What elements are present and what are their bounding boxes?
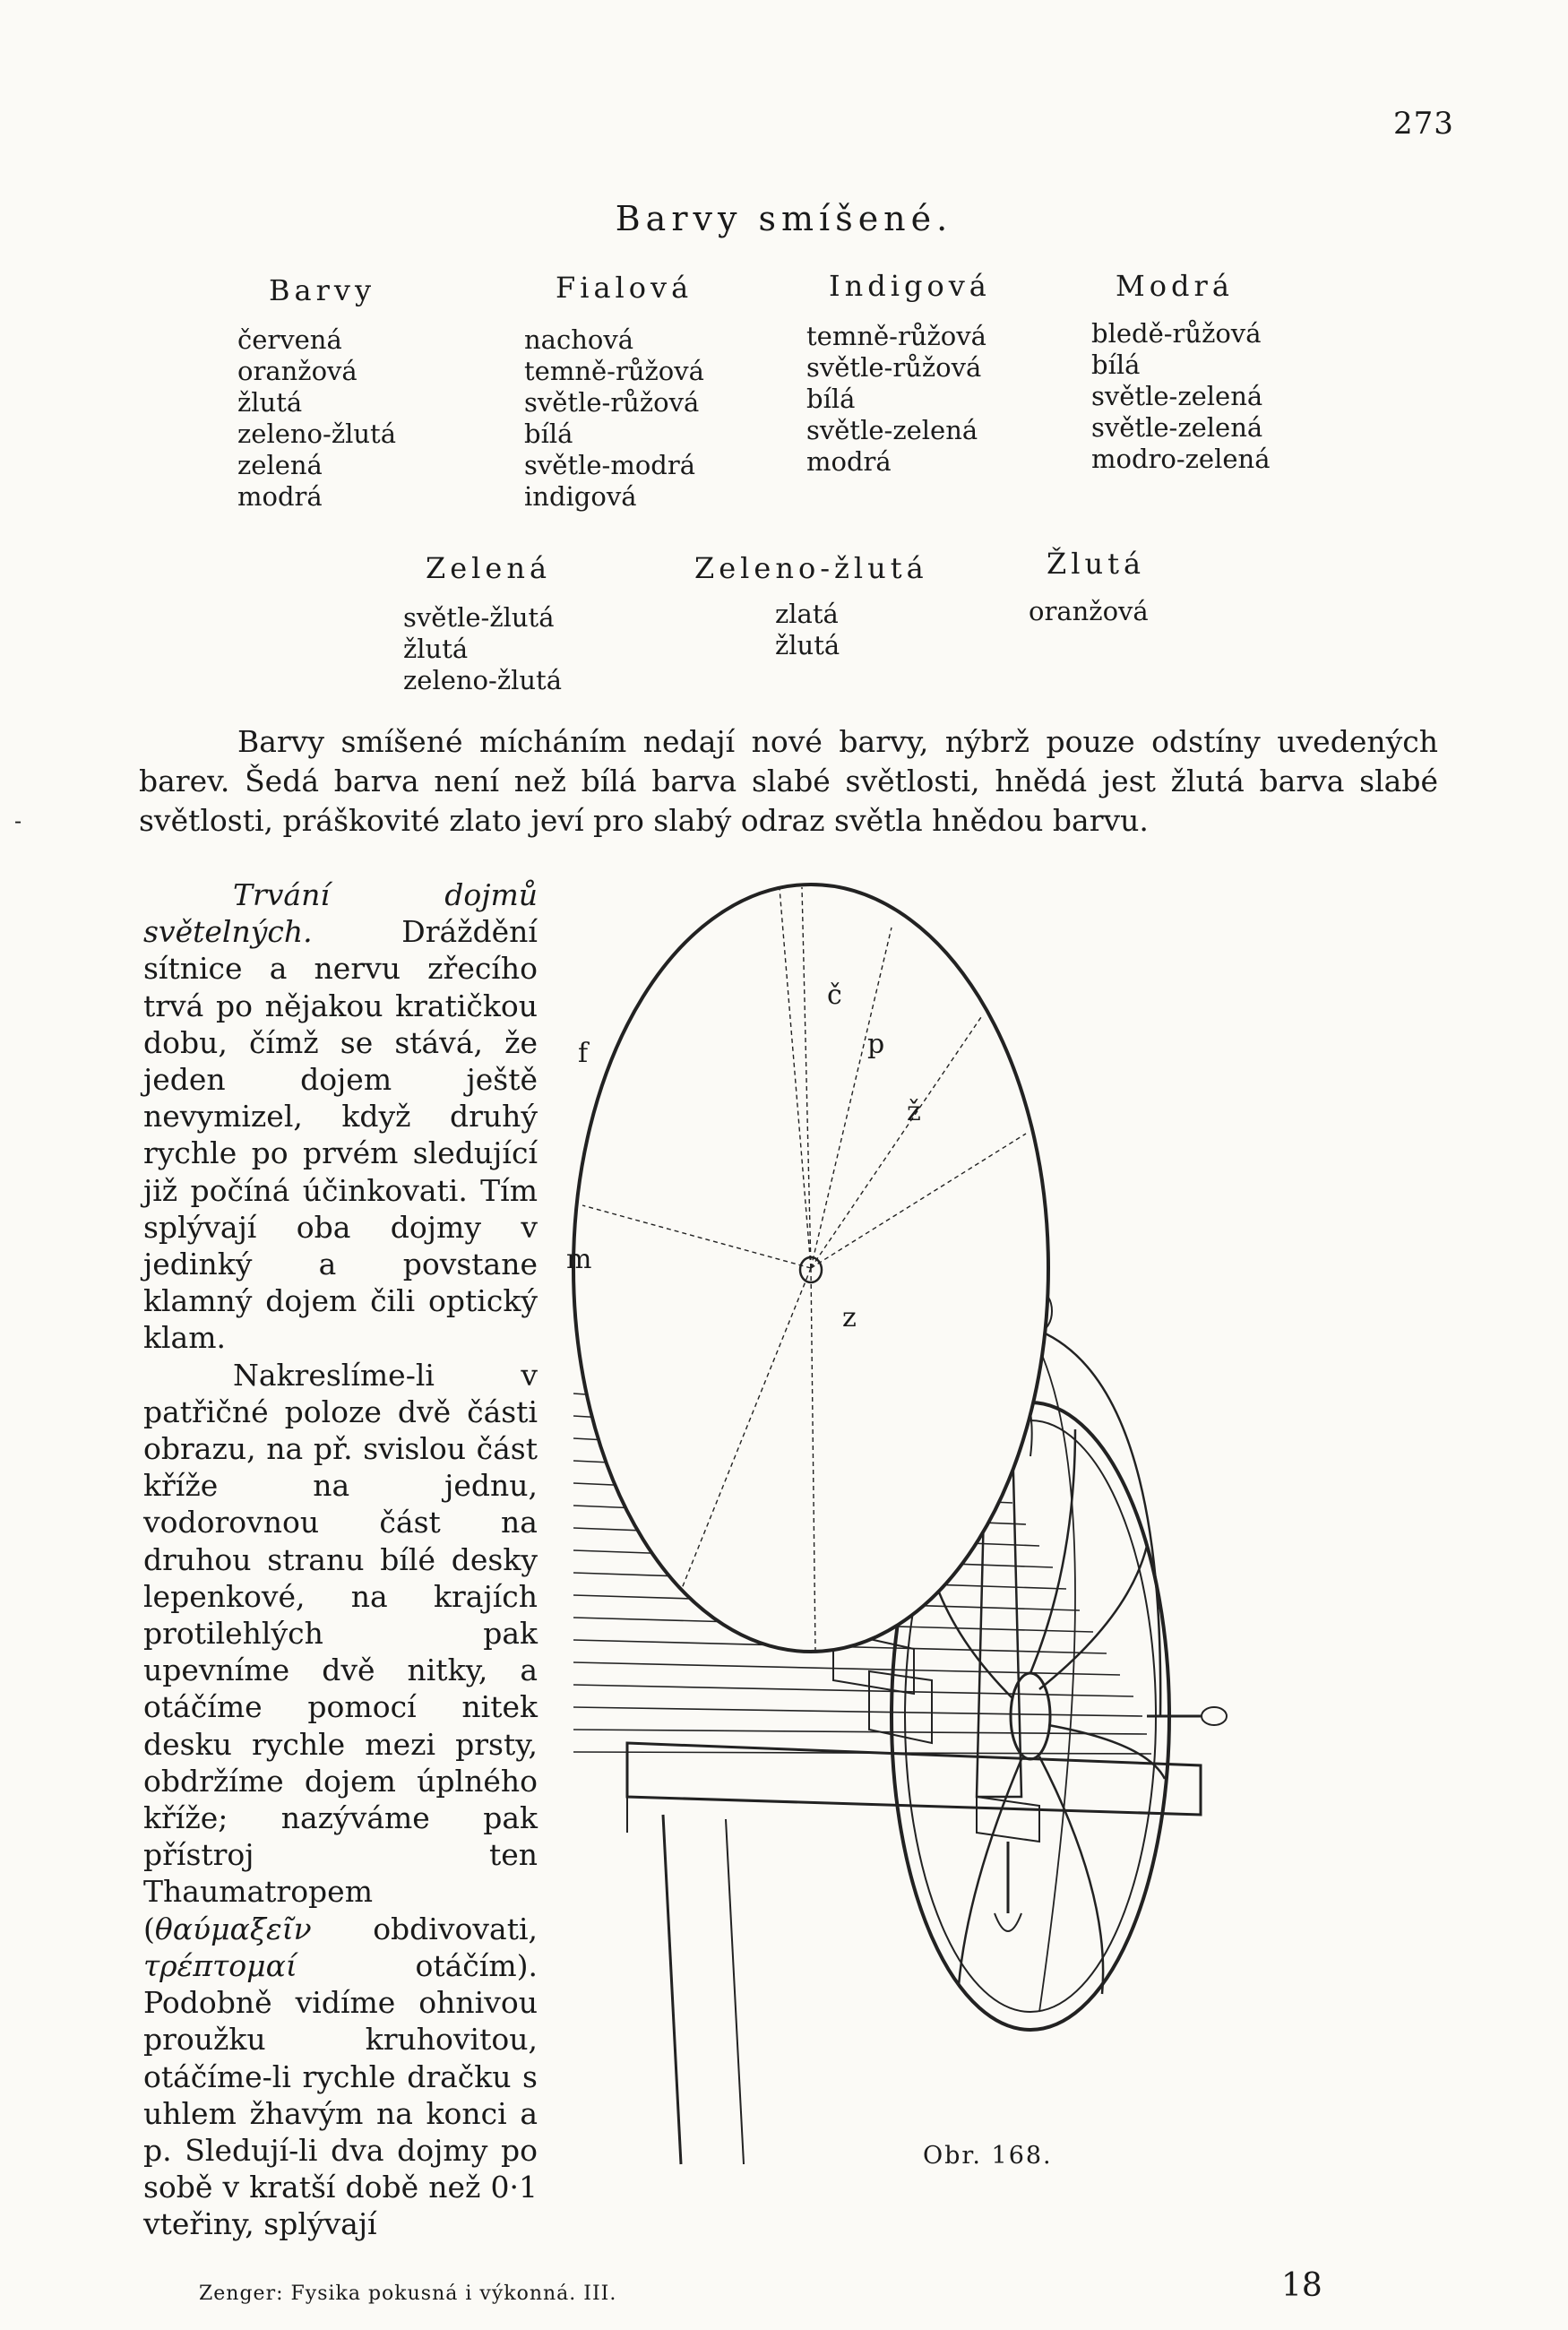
paragraph-mixed-colors: [139, 722, 1438, 841]
list-item: indigová: [524, 481, 637, 512]
list-item: světle-zelená: [806, 415, 978, 445]
table-head-indigova: Indigová: [829, 269, 991, 303]
list-item: modrá: [806, 446, 892, 477]
table-head-barvy: Barvy: [269, 273, 376, 307]
list-item: žlutá: [403, 634, 469, 664]
list-item: žlutá: [237, 387, 303, 418]
list-item: červená: [237, 324, 342, 355]
list-item: světle-růžová: [524, 387, 700, 418]
list-item: temně-růžová: [806, 321, 986, 351]
side-text-2: Nakreslíme-li v patřičné poloze dvě části obrazu, na př. svislou část kříže na jednu, vodorovnou část na druhou stranu bílé desky lepenkové, na krajích protilehlých pak upevníme dvě nitky, a otáčíme pomocí nitek desku rychle mezi prsty, obdržíme dojem úplného kříže; nazýváme pak přístroj ten Thaumatropem (: [143, 1357, 538, 1946]
side-text-1: Dráždění sítnice a nervu zřecího trvá po nějakou kratičkou dobu, čímž se stává, že jeden dojem ještě nevymizel, když druhý rychle po prvém sledující již počíná účinkovati. Tím splývají oba dojmy v jedinký a povstane klamný dojem čili optický klam.: [143, 914, 538, 1356]
list-item: zeleno-žlutá: [237, 419, 396, 449]
table-column-indigova: [806, 321, 986, 478]
table-head-zluta: Žlutá: [1047, 547, 1146, 581]
side-paragraph-2: [143, 1357, 538, 2243]
list-item: bílá: [524, 419, 573, 449]
list-item: světle-žlutá: [403, 602, 555, 633]
table-column-modra: [1091, 318, 1271, 475]
section-title: Barvy smíšené.: [615, 199, 953, 238]
list-item: zeleno-žlutá: [403, 665, 562, 695]
side-text-3: obdivovati,: [311, 1911, 538, 1946]
side-paragraph-1: [143, 876, 538, 1357]
list-item: žlutá: [775, 630, 840, 660]
figure-label-f: f: [578, 1038, 589, 1069]
side-section-title: Trvání dojmů světelných.: [143, 877, 538, 950]
apparatus-illustration: [566, 883, 1452, 2164]
table-column-zelena: [403, 602, 562, 696]
list-item: modrá: [237, 481, 323, 512]
list-item: světle-modrá: [524, 450, 695, 480]
list-item: bílá: [806, 384, 856, 414]
list-item: temně-růžová: [524, 356, 704, 386]
figure-label-m: m: [566, 1244, 592, 1275]
list-item: bledě-růžová: [1091, 318, 1262, 349]
table-head-zeleno-zluta: Zeleno-žlutá: [694, 551, 928, 585]
list-item: zelená: [237, 450, 323, 480]
side-column-text: [143, 876, 538, 2243]
side-text-4: otáčím). Podobně vidíme ohnivou proužku kruhovitou, otáčíme-li rychle dračku s uhlem žhavým na konci a p. Sledují-li dva dojmy po sobě v kratší době než 0·1 vteřiny, splývají: [143, 1947, 538, 2242]
list-item: bílá: [1091, 350, 1141, 380]
figure-label-z: z: [842, 1302, 857, 1333]
page-number: 273: [1393, 106, 1454, 142]
table-column-zluta: [1029, 596, 1149, 627]
table-head-zelena: Zelená: [426, 551, 552, 585]
greek-word-2: τρέπτομαί: [143, 1947, 297, 1983]
table-column-zeleno-zluta: [775, 599, 840, 661]
paragraph-text: Barvy smíšené mícháním nedají nové barvy, nýbrž pouze odstíny uvedených barev. Šedá barva není než bílá barva slabé světlosti, hnědá jest žlutá barva slabé světlosti, práškovité zlato jeví pro slabý odraz světla hnědou barvu.: [139, 724, 1438, 838]
footer-note: Zenger: Fysika pokusná i výkonná. III.: [199, 2283, 617, 2305]
list-item: nachová: [524, 324, 634, 355]
table-head-fialova: Fialová: [556, 271, 694, 305]
sheet-number: 18: [1281, 2267, 1322, 2304]
list-item: zlatá: [775, 599, 839, 629]
table-head-modra: Modrá: [1116, 269, 1234, 303]
greek-word-1: θαύμαξεῖν: [154, 1911, 312, 1946]
list-item: světle-zelená: [1091, 412, 1263, 443]
list-item: světle-růžová: [806, 352, 982, 383]
table-leg: [663, 1815, 681, 2164]
figure-label-c: č: [827, 979, 842, 1011]
drive-belt: [1039, 1331, 1160, 1716]
list-item: oranžová: [237, 356, 358, 386]
figure-caption: Obr. 168.: [923, 2142, 1053, 2170]
table-column-barvy: [237, 324, 396, 513]
table-column-fialova: [524, 324, 704, 513]
figure-label-z-top: ž: [907, 1096, 921, 1127]
list-item: světle-zelená: [1091, 381, 1263, 411]
figure-color-disc-apparatus: [566, 883, 1452, 2164]
list-item: oranžová: [1029, 596, 1149, 626]
margin-mark: -: [14, 808, 22, 833]
list-item: modro-zelená: [1091, 444, 1271, 474]
figure-label-p: p: [867, 1029, 885, 1060]
